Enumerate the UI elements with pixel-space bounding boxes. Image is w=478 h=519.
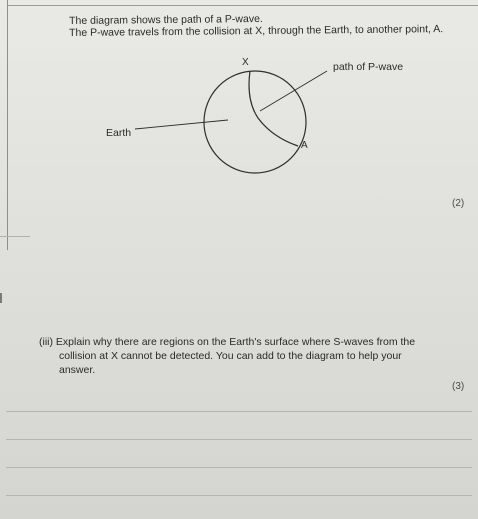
- label-x: X: [242, 57, 249, 68]
- pwave-leader-line: [260, 71, 327, 111]
- question-iii-line-1: (iii) Explain why there are regions on the Earth's surface where S-waves from the: [39, 336, 416, 348]
- answer-line-4[interactable]: [6, 495, 472, 496]
- marks-part-iii: (3): [452, 381, 465, 392]
- intro-line-1: The diagram shows the path of a P-wave.: [69, 12, 263, 27]
- intro-line-2: The P-wave travels from the collision at X, through the Earth, to another point, A.: [69, 23, 444, 39]
- answer-line-2[interactable]: [6, 439, 472, 440]
- label-earth: Earth: [106, 127, 132, 139]
- question-iii: [39, 335, 459, 377]
- pwave-path: [249, 71, 298, 146]
- answer-line-1[interactable]: [6, 411, 472, 412]
- question-iii-line-2: collision at X cannot be detected. You can add to the diagram to help your: [59, 350, 402, 362]
- earth-circle: [204, 71, 306, 173]
- label-pwave: path of P-wave: [333, 61, 404, 73]
- marks-part-ii: (2): [452, 198, 465, 209]
- label-a: A: [301, 140, 308, 151]
- question-iii-line-3: answer.: [59, 364, 96, 376]
- answer-line-3[interactable]: [6, 467, 472, 468]
- earth-leader-line: [135, 120, 228, 129]
